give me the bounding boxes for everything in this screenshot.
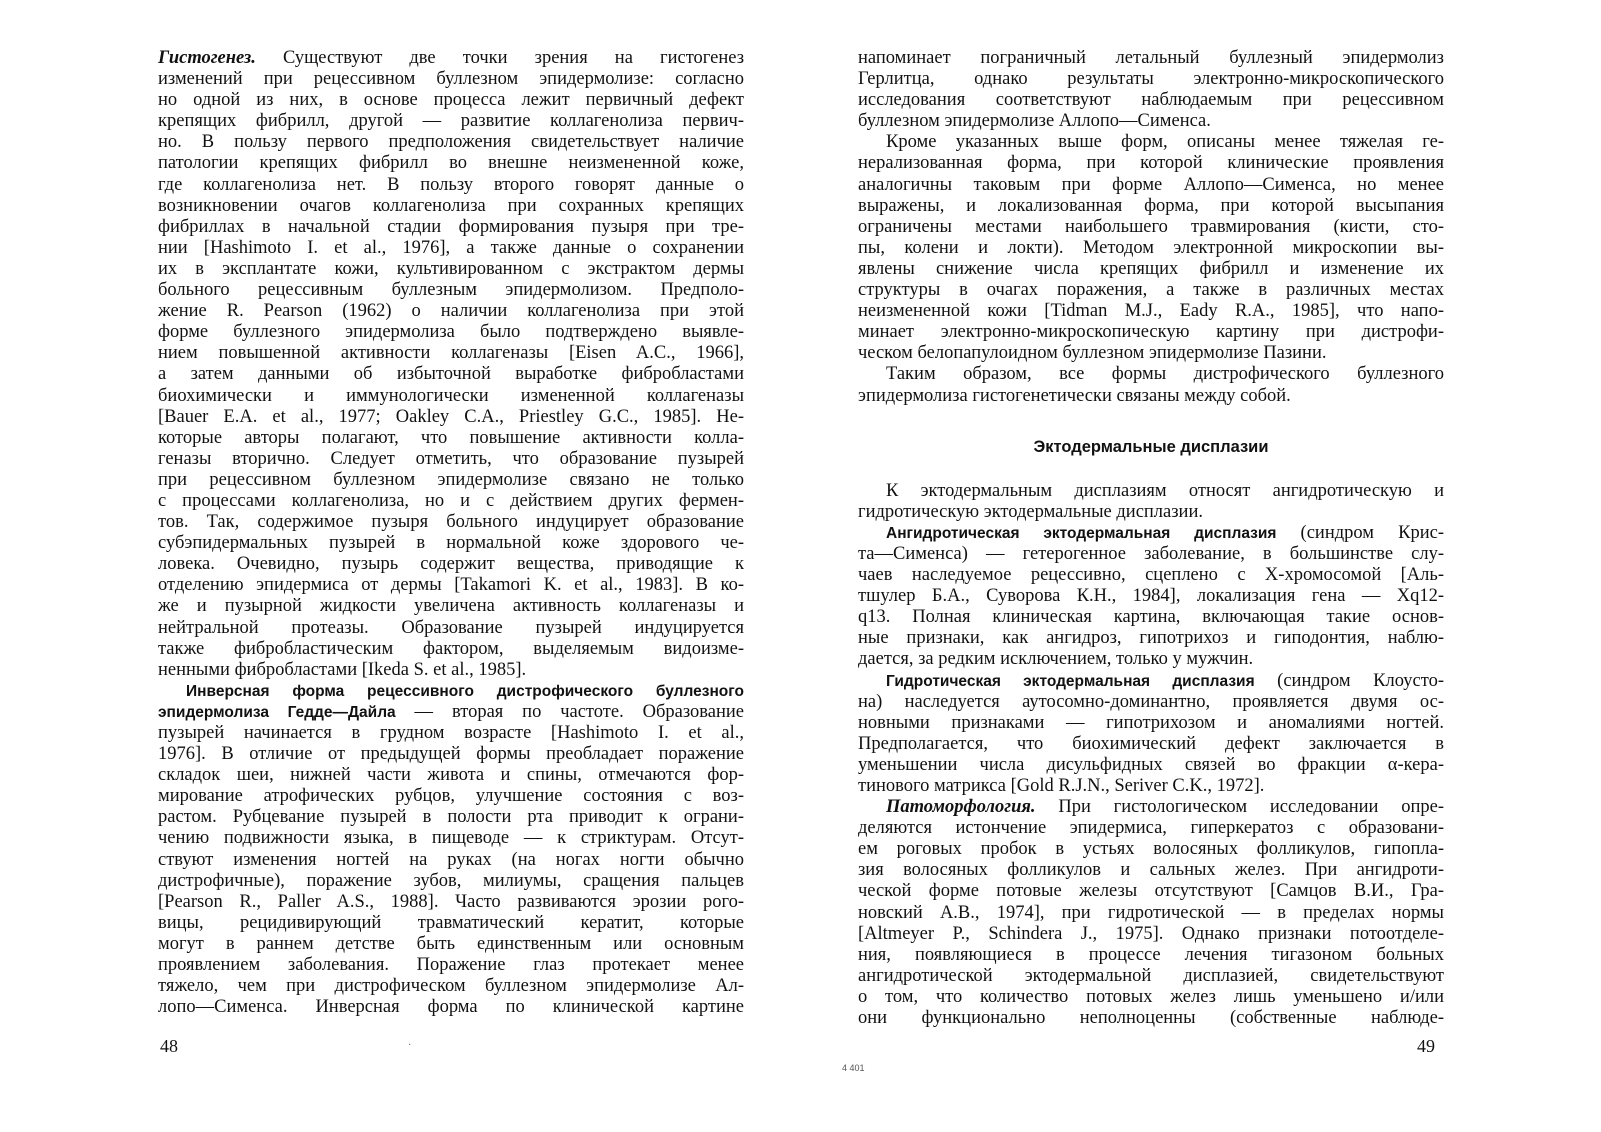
text-line	[858, 259, 1444, 280]
text-line	[858, 903, 1444, 924]
text-line	[158, 196, 744, 217]
text-line	[158, 301, 744, 322]
text-line	[158, 132, 744, 153]
text-line	[158, 407, 744, 428]
text-line	[858, 90, 1444, 111]
text-line	[858, 69, 1444, 90]
line-text: отделению эпидермиса от дермы [Takamori K. et al., 1983]. В ко-	[158, 575, 744, 596]
text-line	[158, 618, 744, 639]
line-text: зия волосяных фолликулов и сальных желез. При ангидроти-	[858, 860, 1444, 881]
line-text: лопо—Сименса. Инверсная форма по клинической картине	[158, 997, 744, 1018]
run-in-heading: Патоморфология.	[886, 797, 1036, 818]
text-line	[858, 945, 1444, 966]
line-text: гидротическую эктодермальные дисплазии.	[858, 501, 1203, 522]
line-text: эпидермолиза гистогенетически связаны между собой.	[858, 385, 1291, 406]
text-line	[158, 364, 744, 385]
text-line	[158, 111, 744, 132]
line-text: — вторая по частоте. Образование	[395, 701, 744, 722]
line-text: 1976]. В отличие от предыдущей формы преобладает поражение	[158, 744, 744, 765]
text-line	[858, 386, 1444, 407]
line-text: чаев наследуемое рецессивно, сцеплено с Х-хромосомой [Аль-	[858, 565, 1444, 586]
run-in-heading: Гистогенез.	[158, 48, 256, 68]
text-line	[858, 280, 1444, 301]
text-line	[158, 744, 744, 765]
line-text: ческой форме потовые железы отсутствуют [Самцов В.И., Гра-	[858, 881, 1444, 902]
line-text: тяжело, чем при дистрофическом буллезном эпидермолизе Ал-	[158, 976, 744, 997]
line-text: буллезном эпидермолизе Аллопо—Сименса.	[858, 111, 1211, 132]
line-text: пы, колени и локти). Методом электронной микроскопии вы-	[858, 237, 1444, 258]
line-text: ловека. Очевидно, пузырь содержит вещества, приводящие к	[158, 554, 744, 575]
text-line	[158, 828, 744, 849]
text-line	[858, 692, 1444, 713]
text-line	[858, 586, 1444, 607]
text-line	[858, 217, 1444, 238]
line-text: ные признаки, как ангидроз, гипотрихоз и гиподонтия, наблю-	[858, 628, 1444, 649]
line-text: q13. Полная клиническая картина, включающая такие основ-	[858, 607, 1444, 628]
line-text: проявлением заболевания. Поражение глаз протекает менее	[158, 955, 744, 976]
line-text: [Pearson R., Paller A.S., 1988]. Часто развиваются эрозии рого-	[158, 891, 744, 912]
text-line	[158, 765, 744, 786]
line-text: субэпидермальных пузырей в нормальной коже здорового че-	[158, 533, 744, 554]
line-text: исследования соответствуют наблюдаемым при рецессивном	[858, 90, 1444, 111]
text-line	[158, 238, 744, 259]
line-text: явлены снижение числа крепящих фибрилл и изменение их	[858, 258, 1444, 279]
text-line	[158, 723, 744, 744]
text-line	[158, 976, 744, 997]
line-text: изменений при рецессивном буллезном эпидермолизе: согласно	[158, 69, 744, 90]
line-text: пузырей начинается в грудном возрасте [Hashimoto I. et al.,	[158, 723, 744, 743]
text-line	[158, 449, 744, 470]
right-page-number: 49	[1417, 1036, 1435, 1056]
line-text: деляются истончение эпидермиса, гиперкератоз с образовани-	[858, 818, 1444, 839]
line-text: складок шеи, нижней части живота и спины, отмечаются фор-	[158, 765, 744, 786]
left-page-number: 48	[160, 1036, 178, 1056]
text-line	[858, 966, 1444, 987]
line-text: дается, за редким исключением, только у мужчин.	[858, 649, 1254, 670]
text-line	[158, 681, 744, 702]
text-line	[858, 301, 1444, 322]
line-text: структуры в очагах поражения, а также в различных местах	[858, 280, 1444, 301]
line-text: ческом белопапулоидном буллезном эпидермолизе Пазини.	[858, 343, 1327, 364]
text-line	[858, 322, 1444, 343]
text-line	[158, 554, 744, 575]
line-text: (синдром Крис-	[1276, 522, 1444, 543]
line-text: ангидротической эктодермальной дисплазией, свидетельствуют	[858, 965, 1444, 986]
text-line	[158, 280, 744, 301]
text-line	[158, 639, 744, 660]
line-text: также фибробластическим фактором, выделяемым видоизме-	[158, 638, 744, 659]
line-text: ния, появляющиеся в процессе лечения тигазоном больных	[858, 944, 1444, 965]
line-text: та—Сименса) — гетерогенное заболевание, в большинстве слу-	[858, 543, 1444, 564]
text-line	[158, 892, 744, 913]
text-line	[158, 955, 744, 976]
line-text: тшулер Б.А., Суворова К.Н., 1984], локализация гена — Xq12-	[858, 586, 1444, 607]
text-line	[158, 702, 744, 723]
text-line	[858, 132, 1444, 153]
text-line	[858, 481, 1444, 502]
line-text: могут в раннем детстве быть единственным или основным	[158, 933, 744, 954]
line-text: но одной из них, в основе процесса лежит первичный дефект	[158, 90, 744, 111]
text-line	[858, 175, 1444, 196]
text-line	[858, 797, 1444, 818]
text-line	[858, 1008, 1444, 1029]
line-text: Таким образом, все формы дистрофического буллезного	[886, 364, 1444, 385]
line-text: (синдром Клоусто-	[1254, 670, 1444, 691]
line-text: патологии крепящих фибрилл во внешне неизмененной коже,	[158, 153, 744, 174]
line-text: тинового матрикса [Gold R.J.N., Seriver C.K., 1972].	[858, 776, 1265, 796]
line-text: нии [Hashimoto I. et al., 1976], а также данные о сохранении	[158, 237, 744, 258]
line-text: напоминает пограничный летальный буллезный эпидермолиз	[858, 48, 1444, 68]
text-line	[158, 343, 744, 364]
text-line	[158, 322, 744, 343]
bold-term: Гидротическая эктодермальная дисплазия	[886, 672, 1255, 690]
text-line	[158, 386, 744, 407]
left-page-text	[158, 48, 744, 1018]
text-line	[858, 607, 1444, 628]
signature-mark: 4 401	[842, 1063, 865, 1073]
line-text: растом. Рубцевание пузырей в полости рта приводит к ограни-	[158, 807, 744, 828]
text-line	[158, 69, 744, 90]
text-line	[858, 924, 1444, 945]
section-heading: Эктодермальные дисплазии	[1033, 437, 1269, 456]
line-text: мирование атрофических рубцов, улучшение состояния с воз-	[158, 786, 744, 807]
bold-term: эпидермолиза Гедде—Дайла	[158, 703, 396, 721]
line-text: фибриллах в начальной стадии формирования пузыря при тре-	[158, 216, 744, 237]
line-text: новский А.В., 1974], при гидротической — в пределах нормы	[858, 902, 1444, 923]
text-line	[858, 502, 1444, 523]
line-text: нерализованная форма, при которой клинические проявления	[858, 153, 1444, 174]
text-line	[858, 544, 1444, 565]
text-line	[158, 512, 744, 533]
text-line	[858, 734, 1444, 755]
text-line	[158, 175, 744, 196]
line-text: но. В пользу первого предположения свидетельствует наличие	[158, 132, 744, 153]
line-text: При гистологическом исследовании опре-	[1035, 797, 1444, 818]
text-line	[858, 628, 1444, 649]
text-line	[858, 671, 1444, 692]
line-text: нейтральной протеазы. Образование пузырей индуцируется	[158, 617, 744, 638]
text-line	[158, 470, 744, 491]
text-line	[858, 364, 1444, 385]
line-text: крепящих фибрилл, другой — развитие коллагенолиза первич-	[158, 111, 744, 132]
line-text: которые авторы полагают, что повышение активности колла-	[158, 427, 744, 448]
text-line	[158, 997, 744, 1018]
text-line	[858, 713, 1444, 734]
line-text: о том, что количество потовых желез лишь уменьшено и/или	[858, 986, 1444, 1007]
line-text: жение R. Pearson (1962) о наличии коллагенолиза при этой	[158, 301, 744, 322]
line-text: при рецессивном буллезном эпидермолизе связано не только	[158, 469, 744, 490]
line-text: аналогичны таковым при форме Аллопо—Сименса, но менее	[858, 174, 1444, 195]
line-text: минает электронно-микроскопическую картину при дистрофи-	[858, 322, 1444, 343]
line-text: ствуют изменения ногтей на руках (на ногах ногти обычно	[158, 849, 744, 870]
text-line	[158, 217, 744, 238]
text-line	[158, 786, 744, 807]
text-line	[158, 871, 744, 892]
text-line	[158, 533, 744, 554]
line-text: больного рецессивным буллезным эпидермолизом. Предполо-	[158, 280, 744, 301]
text-line	[858, 987, 1444, 1008]
text-line	[158, 596, 744, 617]
line-text: [Altmeyer P., Schindera J., 1975]. Однако признаки потоотделе-	[858, 923, 1444, 944]
right-page-text	[858, 48, 1444, 1029]
printing-speck: ·	[408, 1040, 412, 1051]
text-line	[158, 934, 744, 955]
text-line	[858, 776, 1444, 797]
text-line	[858, 649, 1444, 670]
line-text: нием повышенной активности коллагеназы [Eisen A.C., 1966],	[158, 343, 744, 364]
text-line	[858, 818, 1444, 839]
text-line	[158, 850, 744, 871]
line-text: возникновении очагов коллагенолиза при сохранных крепящих	[158, 195, 744, 216]
line-text: с процессами коллагенолиза, но и с действием других фермен-	[158, 490, 744, 511]
line-text: ограничены местами наибольшего травмирования (кисти, сто-	[858, 216, 1444, 237]
text-line	[858, 196, 1444, 217]
text-line	[158, 153, 744, 174]
line-text: геназы вторично. Следует отметить, что образование пузырей	[158, 448, 744, 469]
bold-term: Инверсная форма рецессивного дистрофического буллезного	[186, 682, 744, 700]
line-text: Кроме указанных выше форм, описаны менее тяжелая ге-	[886, 132, 1444, 153]
line-text: новными признаками — гипотрихозом и аномалиями ногтей.	[858, 712, 1444, 733]
line-text: выражены, и локализованная форма, при которой высыпания	[858, 195, 1444, 216]
line-text: Предполагается, что биохимический дефект заключается в	[858, 733, 1444, 754]
text-line	[158, 913, 744, 934]
line-text: они функционально неполноценны (собственные наблюде-	[858, 1008, 1444, 1029]
line-text: Существуют две точки зрения на гистогенез	[255, 48, 744, 68]
line-text: дистрофичные), поражение зубов, милиумы, сращения пальцев	[158, 870, 744, 891]
text-line	[158, 491, 744, 512]
line-text: Герлитца, однако результаты электронно-микроскопического	[858, 69, 1444, 90]
text-line	[158, 48, 744, 69]
text-line	[158, 90, 744, 111]
line-text: форме буллезного эпидермолиза было подтверждено выявле-	[158, 322, 744, 343]
line-text: ненными фибробластами [Ikeda S. et al., 1985].	[158, 659, 527, 680]
text-line	[858, 343, 1444, 364]
text-line	[158, 807, 744, 828]
text-line	[858, 153, 1444, 174]
text-line	[158, 428, 744, 449]
line-text: уменьшении числа дисульфидных связей во фракции α-кера-	[858, 754, 1444, 775]
bold-term: Ангидротическая эктодермальная дисплазия	[886, 524, 1277, 542]
line-text: же и пузырной жидкости увеличена активность коллагеназы и	[158, 596, 744, 617]
text-line	[858, 860, 1444, 881]
text-line	[858, 523, 1444, 544]
line-text: К эктодермальным дисплазиям относят ангидротическую и	[886, 480, 1444, 501]
text-line	[158, 259, 744, 280]
text-line	[858, 881, 1444, 902]
text-line	[858, 238, 1444, 259]
text-line	[858, 48, 1444, 69]
text-line	[158, 660, 744, 681]
line-text: биохимически и иммунологически измененной коллагеназы	[158, 385, 744, 406]
line-text: ем роговых пробок в устьях волосяных фолликулов, гипопла-	[858, 839, 1444, 860]
line-text: [Bauer E.A. et al., 1977; Oakley C.A., Priestley G.C., 1985]. Не-	[158, 406, 744, 427]
line-text: тов. Так, содержимое пузыря больного индуцирует образование	[158, 512, 744, 533]
line-text: а затем данными об избыточной выработке фибробластами	[158, 364, 744, 385]
line-text: где коллагенолиза нет. В пользу второго говорят данные о	[158, 174, 744, 195]
line-text: неизмененной кожи [Tidman M.J., Eady R.A., 1985], что напо-	[858, 301, 1444, 322]
text-line	[858, 565, 1444, 586]
text-line	[858, 839, 1444, 860]
text-line	[858, 111, 1444, 132]
line-text: вицы, рецидивирующий травматический кератит, которые	[158, 912, 744, 933]
line-text: их в эксплантате кожи, культивированном с экстрактом дермы	[158, 258, 744, 279]
line-text: чению подвижности языка, в пищеводе — к стриктурам. Отсут-	[158, 828, 744, 849]
line-text: на) наследуется аутосомно-доминантно, проявляется двумя ос-	[858, 691, 1444, 712]
text-line	[158, 575, 744, 596]
text-line	[858, 755, 1444, 776]
